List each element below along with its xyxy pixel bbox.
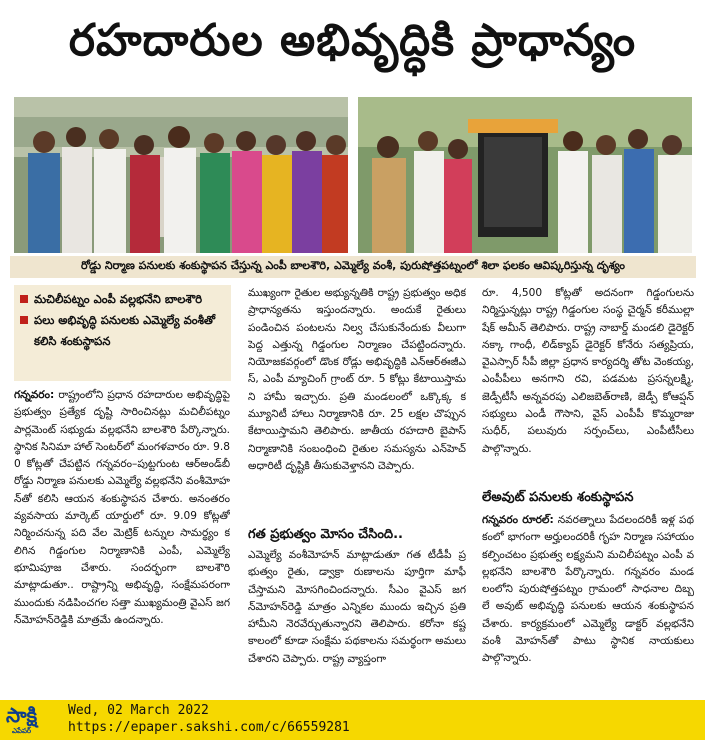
footer-bar: [0, 700, 705, 740]
article-column-2: ముఖ్యంగా రైతుల అభ్యున్నతికి రాష్ట్ర ప్రభుత్వం అధిక ప్రాధాన్యతను ఇస్తుందన్నారు. అందుకే రైతులు పండించిన పంటలను నిల్వ చేసుకునేందుకు వీలుగా పెద్ద ఎత్తున్న గిడ్డంగుల నిర్మాణం చేపట్టిందన్నారు. నియోజకవర్గంలో డొంక రోడ్లు అభివృద్ధికి ఎన్‌ఆర్‌ఈజీఎస్, ఎంపీ మ్యాచింగ్ గ్రాంట్ రూ. 5 కోట్లు కేటాయిస్తామని హామీ ఇచ్చారు. ప్రతి మండలంలో ఒక్కొక్క కమ్యూనిటీ హాలు నిర్మాణానికి రూ. 25 లక్షల చొప్పున కేటాయిస్తామని తెలిపారు. జాతీయ రహదారి బైపాస్ నిర్మాణానికి సంబంధించి రైతుల సమస్యను ఎన్‌హెచ్ అధారిటీ దృష్టికి తీసుకువెళ్తానని చెప్పారు.: [248, 287, 466, 472]
subheading-layout-works: లేఅవుట్ పనులకు శంకుస్థాపన: [482, 490, 634, 505]
subheading-previous-government: గత ప్రభుత్వం మోసం చేసింది..: [248, 527, 403, 542]
edition-date: Wed, 02 March 2022: [68, 703, 209, 718]
article-text: నవరత్నాలు పేదలందరికీ ఇళ్ల పథకంలో భాగంగా అర్హులందరికీ గృహ నిర్మాణ సహాయం కల్పించటం ప్రభుత్వ లక్ష్యమని మచిలీపట్నం ఎంపీ వల్లభనేని బాలశౌరి పేర్కొన్నారు. గన్నవరం మండలంలోని పురుషోత్తపట్నం గ్రామంలో సాధనాల దిబ్బ లే అవుట్ అభివృద్ధి పనులకు ఆయన శంకుస్థాపన చేశారు. కార్యక్రమంలో ఎమ్మెల్యే డాక్టర్ వల్లభనేని వంశీ మోహన్‌తో పాటు స్థానిక నాయకులు పాల్గొన్నారు.: [482, 514, 694, 665]
photo-plaque-unveiling: [358, 97, 692, 253]
highlight-item: మచిలీపట్నం ఎంపీ వల్లభనేని బాలశౌరి: [20, 289, 225, 310]
sakshi-logo: [6, 703, 58, 737]
photo-foundation-ceremony: [14, 97, 348, 253]
epaper-link[interactable]: https://epaper.sakshi.com/c/66559281: [68, 720, 350, 735]
headline: రహదారుల అభివృద్ధికి ప్రాధాన్యం: [68, 15, 637, 66]
highlights-box: [14, 285, 231, 381]
article-column-2b: ఎమ్మెల్యే వంశీమోహన్ మాట్లాడుతూ గత టీడీపీ ప్రభుత్వం రైతు, డ్వాక్రా రుణాలను పూర్తిగా మాఫీ చేస్తామని మోసగించిందన్నారు. సీఎం వైఎస్ జగన్‌మోహన్‌రెడ్డి మాత్రం ఎన్నికల ముందు ఇచ్చిన ప్రతి హామీని నెరవేర్చుతున్నారని తెలిపారు. కరోనా కష్ట కాలంలో కూడా సంక్షేమ పథకాలను సమర్థంగా అమలు చేశారని చెప్పారు. రాష్ట్ర వ్యాప్తంగా: [248, 549, 466, 665]
article-text: రాష్ట్రంలోని ప్రధాన రహదారుల అభివృద్ధిపై ప్రభుత్వం ప్రత్యేక దృష్టి సారించినట్లు మచిలీపట్నం పార్లమెంట్ సభ్యుడు వల్లభనేని బాలశౌరి పేర్కొన్నారు. స్థానిక సినిమా హాల్ సెంటర్‌లో మంగళవారం రూ. 9.80 కోట్లతో చేపట్టిన గన్నవరం–పుట్టగుంట ఆర్‌అండ్‌బీ రోడ్డు నిర్మాణ పనులకు ఎమ్మెల్యే వల్లభనేని వంశీమోహన్‌తో కలిసి ఆయన శంకుస్థాపన చేశారు. అనంతరం వ్యవసాయ మార్కెట్ యార్డులో రూ. 9.09 కోట్లతో నిర్మించనున్న పది వేల మెట్రిక్ టన్నుల సామర్థ్యం కలిగిన గిడ్డంగుల నిర్మాణానికి ఎంపీ, ఎమ్మెల్యే భూమిపూజ చేశారు. సందర్భంగా బాలశౌరి మాట్లాడుతూ.. రాష్ట్రాన్ని అభివృద్ధి, సంక్షేమపరంగా ముందుకు నడిపించగల సత్తా ముఖ్యమంత్రి వైఎస్ జగన్‌మోహన్‌రెడ్డికి మాత్రమే ఉందన్నారు.: [14, 389, 230, 626]
highlight-item: పలు అభివృద్ధి పనులకు ఎమ్మెల్యే వంశీతో కలిసి శంకుస్థాపన: [20, 310, 225, 352]
logo-text: సాక్షి: [6, 703, 38, 727]
dateline: గన్నవరం:: [14, 389, 55, 401]
logo-subtext: ఎపేపర్: [12, 727, 32, 735]
photo-caption: రోడ్డు నిర్మాణ పనులకు శంకుస్థాపన చేస్తున్న ఎంపీ బాలశౌరి, ఎమ్మెల్యే వంశీ, పురుషోత్తపట్నంలో శిలా ఫలకం ఆవిష్కరిస్తున్న దృశ్యం: [10, 256, 696, 278]
article-column-1: [14, 387, 230, 697]
article-column-3: రూ. 4,500 కోట్లతో అదనంగా గిడ్డంగులను నిర్మిస్తున్నట్లు రాష్ట్ర గిడ్డంగుల సంస్థ చైర్మన్ కరీముల్లా షేక్ అమీన్ తెలిపారు. రాష్ట్ర నాబార్డ్ మండలి డైరెక్టర్ నక్కా గాంధీ, లిడ్‌క్యాప్ డైరెక్టర్ కోనేరు సత్యప్రియ, వైఎస్సార్ సీపీ జిల్లా ప్రధాన కార్యదర్శి తోట వెంకయ్య, ఎంపీపీలు అనగాని రవి, పడమట ప్రసన్నలక్ష్మి, జెడ్పీటీసీ అన్నవరపు ఎలిజబెత్‌రాణి, జెడ్పీ కోఆప్షన్ సభ్యులు ఎండీ గౌసాని, వైస్ ఎంపీపీ కొమ్మరాజు సుధీర్, పలువురు సర్పంచ్‌లు, ఎంపీటీసీలు పాల్గొన్నారు.: [482, 287, 694, 455]
dateline-rural: గన్నవరం రూరల్:: [482, 514, 554, 526]
article-column-3b: [482, 512, 694, 697]
